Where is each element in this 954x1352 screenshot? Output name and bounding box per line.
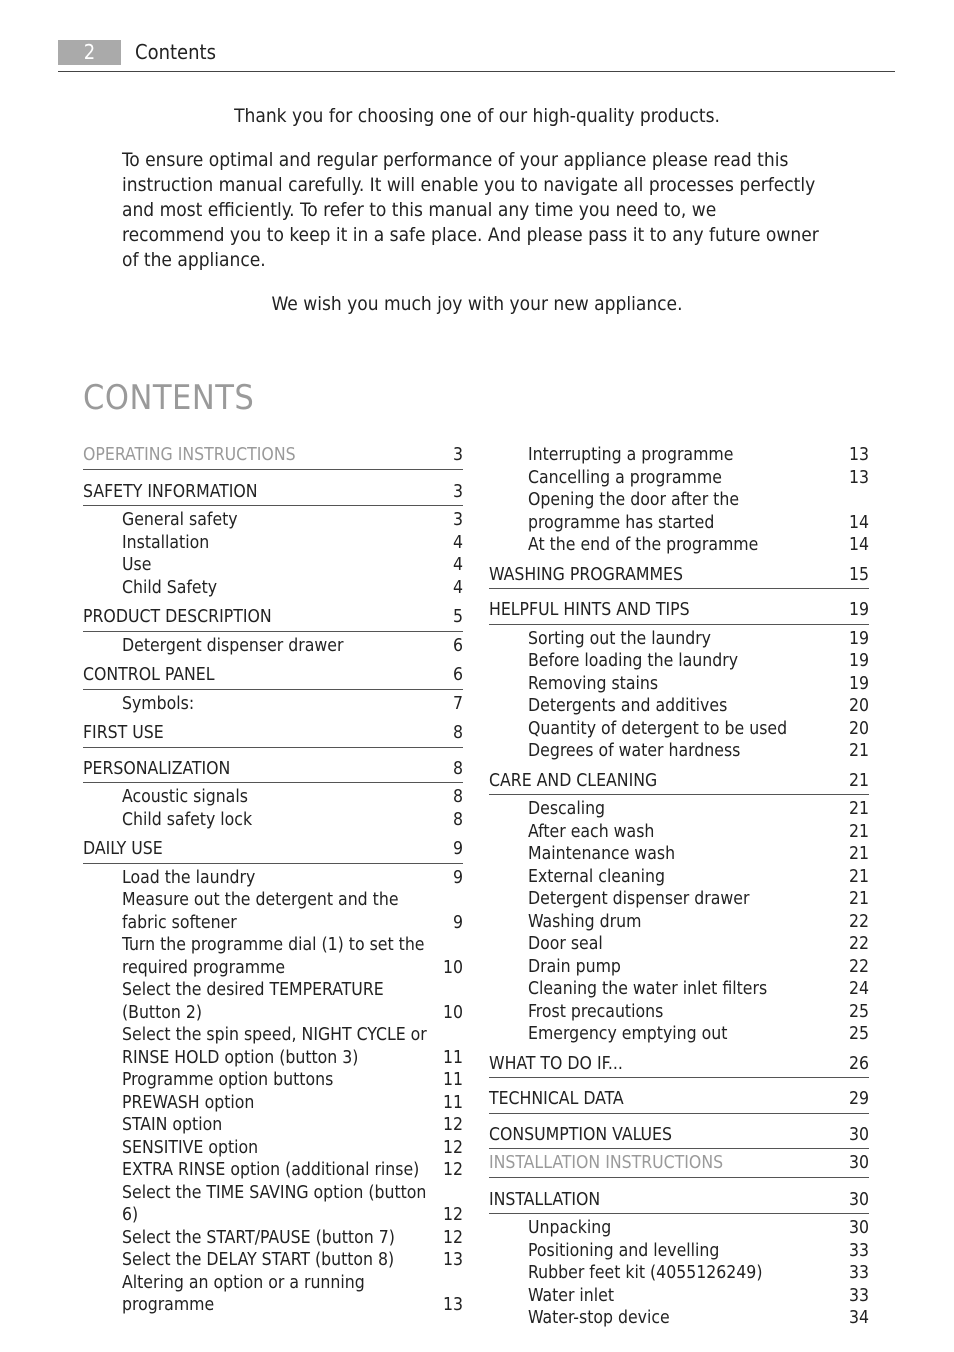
toc-entry-page: 19 <box>848 600 869 620</box>
toc-entry-label: Use <box>122 555 152 575</box>
toc-entry-page: 33 <box>848 1240 869 1261</box>
toc-entry-label: INSTALLATION <box>489 1189 601 1210</box>
toc-entry-page: 11 <box>442 1092 463 1113</box>
toc-entry-page: 4 <box>452 555 463 575</box>
toc-entry-label: After each wash <box>528 821 655 842</box>
toc-entry-label: Detergent dispenser drawer <box>528 889 750 909</box>
toc-entry-label: Altering an option or a running programme <box>122 1272 365 1315</box>
toc-entry-section[interactable] <box>83 715 463 748</box>
toc-entry-sub[interactable] <box>489 489 869 534</box>
toc-entry-sub[interactable] <box>83 532 463 555</box>
toc-entry-page: 33 <box>848 1263 869 1283</box>
toc-entry-page: 9 <box>452 912 463 933</box>
toc-entry-label: Quantity of detergent to be used <box>528 718 788 739</box>
toc-entry-label: General safety <box>122 510 238 530</box>
toc-entry-section[interactable] <box>83 474 463 507</box>
toc-entry-page: 19 <box>848 651 869 671</box>
toc-entry-part[interactable] <box>83 444 463 470</box>
toc-entry-label: OPERATING INSTRUCTIONS <box>83 445 296 465</box>
toc-entry-page: 33 <box>848 1285 869 1306</box>
toc-entry-page: 34 <box>848 1308 869 1328</box>
toc-entry-page: 20 <box>848 696 869 716</box>
toc-entry-label: Load the laundry <box>122 867 256 888</box>
toc-entry-page: 7 <box>452 693 463 714</box>
toc-entry-page: 12 <box>442 1115 463 1135</box>
toc-entry-page: 8 <box>452 809 463 830</box>
toc-entry-page: 13 <box>848 467 869 488</box>
toc-entry-page: 19 <box>848 628 869 649</box>
toc-entry-section[interactable] <box>489 592 869 625</box>
toc-entry-section[interactable] <box>83 751 463 784</box>
toc-entry-sub[interactable] <box>83 786 463 809</box>
toc-entry-page: 3 <box>452 445 463 465</box>
toc-entry-sub[interactable] <box>83 809 463 832</box>
toc-entry-label: Cleaning the water inlet filters <box>528 979 768 999</box>
toc-entry-sub[interactable] <box>489 628 869 651</box>
toc-entry-section[interactable] <box>83 831 463 864</box>
toc-entry-page: 26 <box>848 1053 869 1074</box>
toc-entry-label: Removing stains <box>528 673 659 694</box>
intro-thanks: Thank you for choosing one of our high-quality products. <box>234 105 720 127</box>
toc-entry-sub[interactable] <box>489 911 869 934</box>
toc-entry-label: Degrees of water hardness <box>528 741 741 761</box>
toc-entry-label: CONTROL PANEL <box>83 665 215 685</box>
toc-entry-sub[interactable] <box>489 1023 869 1046</box>
toc-entry-page: 25 <box>848 1001 869 1022</box>
toc-entry-label: WHAT TO DO IF... <box>489 1053 623 1074</box>
toc-entry-page: 22 <box>848 956 869 977</box>
toc-entry-label: Washing drum <box>528 911 642 932</box>
toc-entry-sub[interactable] <box>489 1307 869 1330</box>
toc-entry-label: Select the START/PAUSE (button 7) <box>122 1227 395 1248</box>
intro-body: To ensure optimal and regular performance of your appliance please read this instruction manual carefully. It will enable you to navigate all processes perfectly and most efficiently. To refer to this manual any time you need to, we recommend you to keep it in a safe place. And please pass it to any future owner of the appliance. <box>122 149 819 271</box>
toc-entry-sub[interactable] <box>489 1217 869 1240</box>
toc-entry-label: Turn the programme dial (1) to set the required programme <box>122 935 425 978</box>
toc-entry-sub[interactable] <box>489 718 869 741</box>
toc-entry-label: Sorting out the laundry <box>528 628 711 649</box>
toc-entry-label: External cleaning <box>528 866 665 887</box>
toc-entry-section[interactable] <box>489 1081 869 1114</box>
toc-entry-label: Water-stop device <box>528 1308 670 1328</box>
toc-entry-label: STAIN option <box>122 1115 223 1135</box>
toc-entry-sub[interactable] <box>83 934 463 979</box>
toc-entry-label: At the end of the programme <box>528 535 759 555</box>
toc-entry-sub[interactable] <box>83 1182 463 1227</box>
toc-entry-sub[interactable] <box>83 1227 463 1250</box>
toc-entry-page: 19 <box>848 673 869 694</box>
toc-entry-label: Detergents and additives <box>528 696 728 716</box>
toc-entry-label: PERSONALIZATION <box>83 758 231 779</box>
toc-entry-label: TECHNICAL DATA <box>489 1089 624 1109</box>
toc-entry-sub[interactable] <box>489 843 869 866</box>
toc-entry-page: 30 <box>848 1153 869 1173</box>
toc-entry-label: Child Safety <box>122 577 218 598</box>
toc-entry-sub[interactable] <box>489 1240 869 1263</box>
toc-entry-sub[interactable] <box>83 867 463 890</box>
toc-entry-label: Measure out the detergent and the fabric softener <box>122 890 399 933</box>
toc-entry-page: 22 <box>848 911 869 932</box>
toc-entry-sub[interactable] <box>489 933 869 956</box>
page-number: 2 <box>58 40 121 65</box>
toc-entry-sub[interactable] <box>489 866 869 889</box>
toc-entry-label: Detergent dispenser drawer <box>122 635 344 656</box>
toc-entry-page: 3 <box>452 481 463 502</box>
toc-entry-page: 6 <box>452 665 463 685</box>
toc-entry-page: 21 <box>848 866 869 887</box>
toc-entry-sub[interactable] <box>489 798 869 821</box>
toc-entry-page: 24 <box>848 979 869 999</box>
toc-entry-page: 13 <box>848 445 869 465</box>
toc-entry-sub[interactable] <box>83 577 463 600</box>
toc-entry-sub[interactable] <box>489 534 869 557</box>
toc-entry-sub[interactable] <box>83 1024 463 1069</box>
toc-entry-label: Unpacking <box>528 1218 612 1238</box>
toc-entry-label: HELPFUL HINTS AND TIPS <box>489 600 690 620</box>
toc-entry-label: Rubber feet kit (4055126249) <box>528 1263 763 1283</box>
toc-entry-page: 9 <box>452 839 463 859</box>
toc-entry-label: Symbols: <box>122 693 195 714</box>
toc-left-column <box>83 444 463 1317</box>
toc-entry-sub[interactable] <box>489 888 869 911</box>
toc-entry-page: 30 <box>848 1218 869 1238</box>
toc-entry-label: PRODUCT DESCRIPTION <box>83 607 272 627</box>
toc-entry-sub[interactable] <box>489 1001 869 1024</box>
toc-entry-sub[interactable] <box>489 650 869 673</box>
toc-entry-page: 25 <box>848 1024 869 1044</box>
toc-entry-page: 30 <box>848 1124 869 1145</box>
toc-entry-page: 21 <box>848 844 869 864</box>
page-header <box>58 40 895 72</box>
toc-entry-page: 12 <box>442 1137 463 1158</box>
toc-entry-page: 14 <box>848 512 869 533</box>
toc-entry-page: 22 <box>848 934 869 954</box>
toc-entry-sub[interactable] <box>489 1262 869 1285</box>
toc-entry-label: PREWASH option <box>122 1092 255 1113</box>
toc-entry-label: Programme option buttons <box>122 1070 334 1090</box>
toc-entry-sub[interactable] <box>83 1069 463 1092</box>
toc-entry-section[interactable] <box>83 599 463 632</box>
toc-entry-section[interactable] <box>489 1046 869 1079</box>
toc-entry-page: 3 <box>452 510 463 530</box>
toc-entry-label: WASHING PROGRAMMES <box>489 564 683 585</box>
toc-entry-page: 12 <box>442 1205 463 1225</box>
toc-entry-label: Acoustic signals <box>122 787 248 807</box>
toc-entry-sub[interactable] <box>489 467 869 490</box>
toc-entry-page: 21 <box>848 889 869 909</box>
toc-entry-page: 21 <box>848 741 869 761</box>
toc-entry-label: Maintenance wash <box>528 844 676 864</box>
toc-entry-page: 9 <box>452 867 463 888</box>
toc-entry-label: DAILY USE <box>83 839 163 859</box>
toc-entry-label: CARE AND CLEANING <box>489 770 658 791</box>
toc-entry-page: 6 <box>452 635 463 656</box>
toc-entry-sub[interactable] <box>83 635 463 658</box>
toc-entry-section[interactable] <box>489 1182 869 1215</box>
toc-entry-page: 20 <box>848 718 869 739</box>
toc-entry-sub[interactable] <box>489 740 869 763</box>
toc-entry-sub[interactable] <box>83 1159 463 1182</box>
toc-entry-label: Door seal <box>528 934 603 954</box>
toc-entry-sub[interactable] <box>83 889 463 934</box>
toc-entry-sub[interactable] <box>83 1092 463 1115</box>
toc-entry-sub[interactable] <box>489 1285 869 1308</box>
toc-entry-page: 8 <box>452 723 463 743</box>
toc-entry-page: 11 <box>442 1070 463 1090</box>
toc-entry-label: Child safety lock <box>122 809 253 830</box>
toc-entry-label: Select the TIME SAVING option (button 6) <box>122 1182 427 1225</box>
toc-entry-label: Select the DELAY START (button 8) <box>122 1250 395 1270</box>
toc-entry-page: 4 <box>452 577 463 598</box>
toc-entry-page: 5 <box>452 607 463 627</box>
toc-entry-section[interactable] <box>489 557 869 590</box>
toc-entry-label: Select the spin speed, NIGHT CYCLE or RINSE HOLD option (button 3) <box>122 1025 427 1068</box>
toc-entry-sub[interactable] <box>489 695 869 718</box>
toc-entry-label: Before loading the laundry <box>528 651 739 671</box>
toc-entry-label: Drain pump <box>528 956 621 977</box>
toc-entry-sub[interactable] <box>83 1249 463 1272</box>
toc-entry-sub[interactable] <box>489 978 869 1001</box>
toc-entry-page: 15 <box>848 564 869 585</box>
toc-entry-section[interactable] <box>489 1117 869 1150</box>
toc-entry-label: Opening the door after the programme has started <box>528 490 740 533</box>
toc-entry-label: FIRST USE <box>83 723 164 743</box>
toc-entry-sub[interactable] <box>83 979 463 1024</box>
toc-entry-page: 13 <box>442 1250 463 1270</box>
toc-entry-sub[interactable] <box>489 673 869 696</box>
toc-entry-page: 8 <box>452 787 463 807</box>
contents-heading: CONTENTS <box>83 378 255 418</box>
toc-entry-section[interactable] <box>83 657 463 690</box>
toc-entry-label: EXTRA RINSE option (additional rinse) <box>122 1160 420 1180</box>
toc-entry-label: Positioning and levelling <box>528 1240 720 1261</box>
toc-entry-sub[interactable] <box>489 444 869 467</box>
toc-entry-page: 8 <box>452 758 463 779</box>
toc-entry-section[interactable] <box>489 763 869 796</box>
toc-entry-label: Frost precautions <box>528 1001 664 1022</box>
header-title: Contents <box>135 40 216 64</box>
toc-entry-label: SENSITIVE option <box>122 1137 259 1158</box>
toc-entry-label: Water inlet <box>528 1285 615 1306</box>
toc-entry-page: 10 <box>442 957 463 978</box>
toc-right-column <box>489 444 869 1330</box>
toc-entry-label: Installation <box>122 532 210 553</box>
toc-entry-sub[interactable] <box>489 821 869 844</box>
toc-entry-page: 10 <box>442 1002 463 1023</box>
toc-entry-label: Emergency emptying out <box>528 1024 728 1044</box>
toc-entry-label: Cancelling a programme <box>528 467 722 488</box>
toc-entry-page: 21 <box>848 799 869 819</box>
toc-entry-label: Select the desired TEMPERATURE (Button 2) <box>122 980 384 1023</box>
toc-entry-part[interactable] <box>489 1152 869 1178</box>
toc-entry-label: SAFETY INFORMATION <box>83 481 258 502</box>
toc-entry-label: INSTALLATION INSTRUCTIONS <box>489 1153 724 1173</box>
toc-entry-page: 13 <box>442 1295 463 1315</box>
toc-entry-sub[interactable] <box>489 956 869 979</box>
toc-entry-sub[interactable] <box>83 509 463 532</box>
toc-entry-page: 11 <box>442 1047 463 1068</box>
toc-entry-page: 30 <box>848 1189 869 1210</box>
toc-entry-sub[interactable] <box>83 693 463 716</box>
toc-entry-page: 12 <box>442 1160 463 1180</box>
toc-entry-label: Descaling <box>528 799 606 819</box>
toc-entry-page: 21 <box>848 770 869 791</box>
toc-entry-page: 29 <box>848 1089 869 1109</box>
toc-entry-sub[interactable] <box>83 1272 463 1317</box>
toc-entry-page: 12 <box>442 1227 463 1248</box>
intro-wish: We wish you much joy with your new appliance. <box>271 293 683 315</box>
toc-entry-sub[interactable] <box>83 554 463 577</box>
toc-entry-label: Interrupting a programme <box>528 445 734 465</box>
toc-entry-sub[interactable] <box>83 1114 463 1137</box>
toc-entry-label: CONSUMPTION VALUES <box>489 1124 672 1145</box>
toc-entry-sub[interactable] <box>83 1137 463 1160</box>
toc-entry-page: 14 <box>848 535 869 555</box>
toc-entry-page: 21 <box>848 821 869 842</box>
toc-entry-page: 4 <box>452 532 463 553</box>
